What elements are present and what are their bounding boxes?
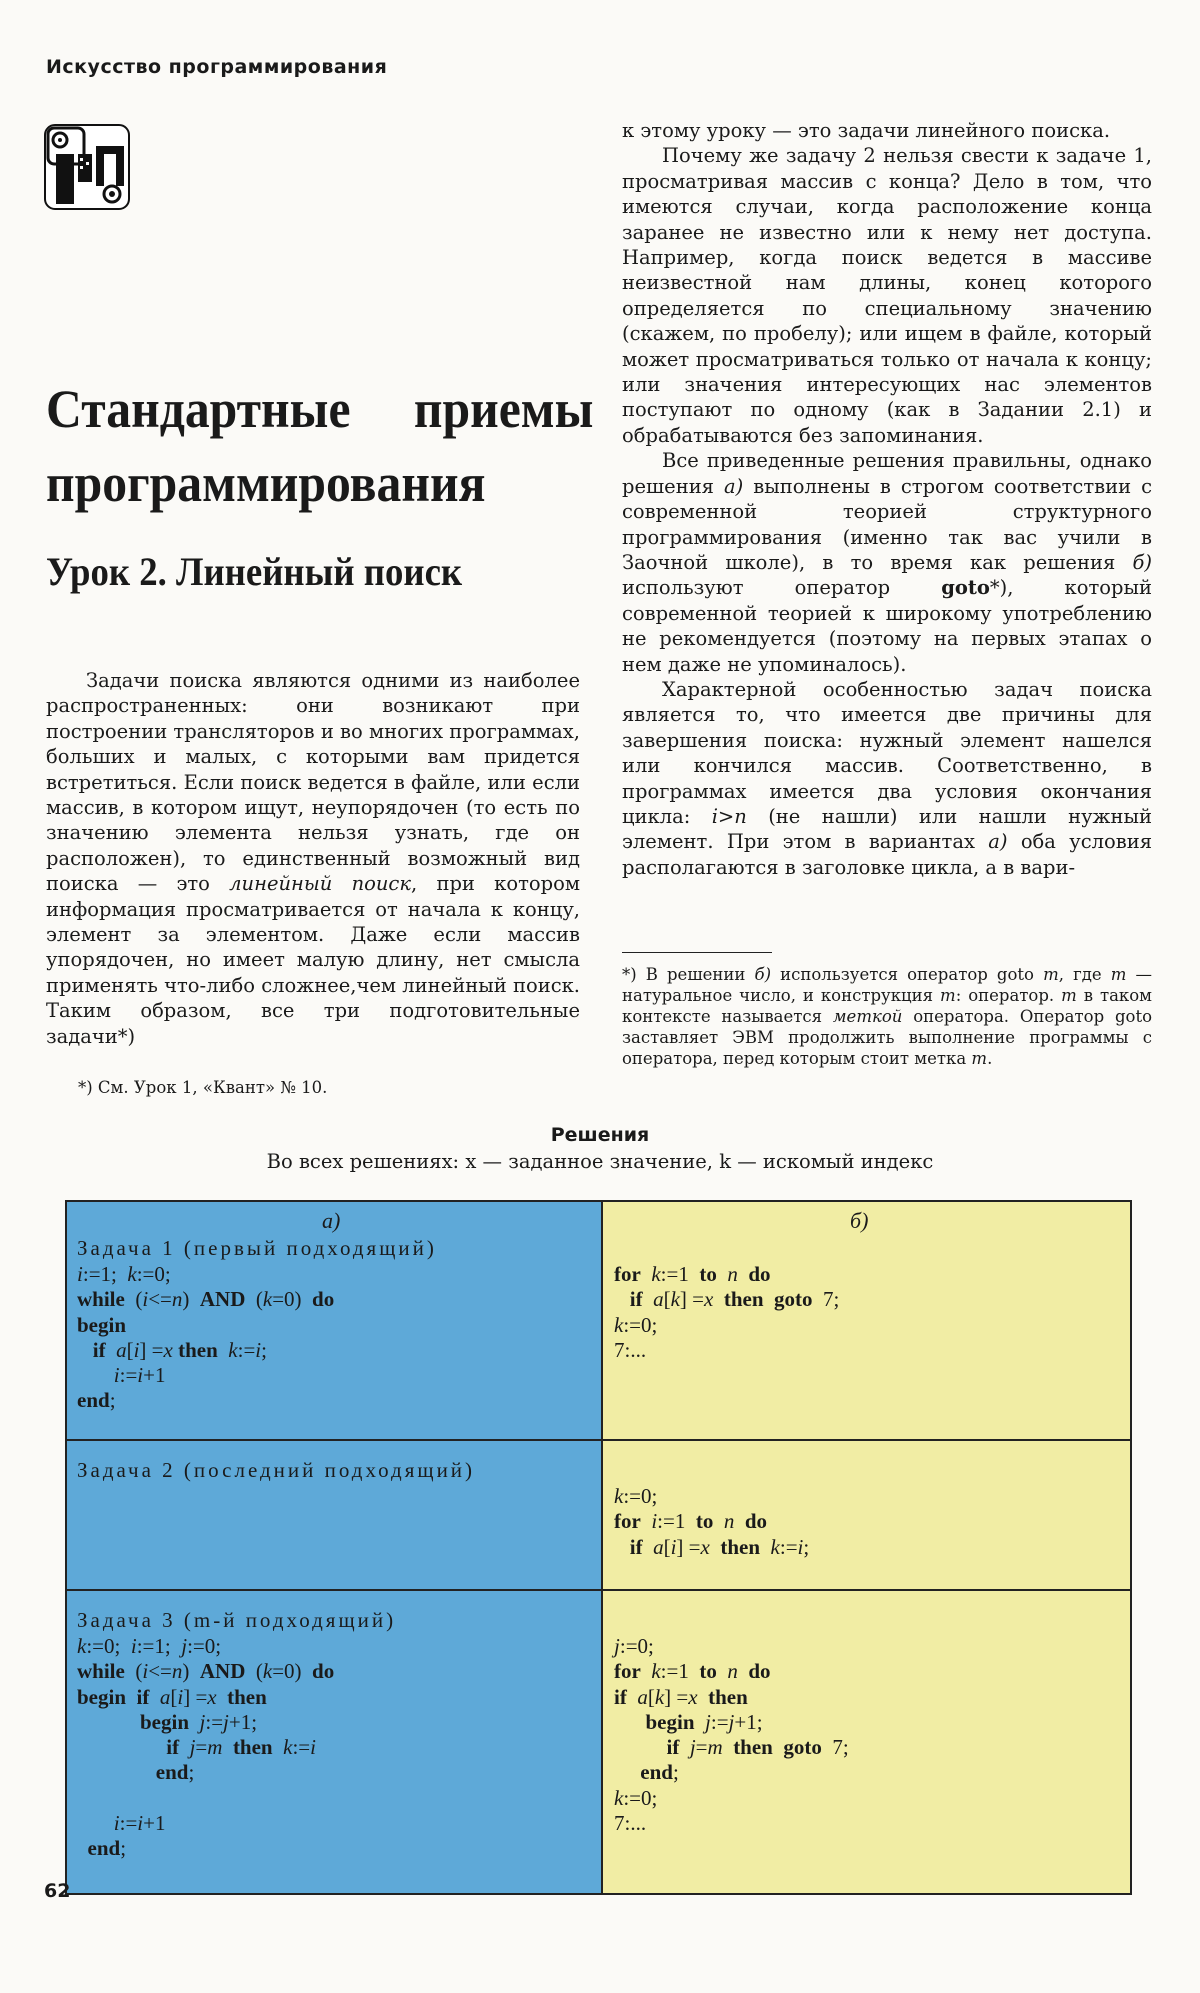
task2-title: Задача 2 (последний подходящий) bbox=[77, 1458, 476, 1482]
text: используется оператор goto bbox=[780, 965, 1034, 984]
text: используют оператор bbox=[622, 576, 891, 600]
solutions-subtitle: Во всех решениях: x — заданное значение, k — искомый индекс bbox=[266, 1150, 934, 1173]
column-a-header: а) bbox=[322, 1208, 341, 1233]
code-line: end; bbox=[87, 1836, 127, 1861]
code-line: k:=0; bbox=[614, 1312, 658, 1337]
section-header: Искусство программирования bbox=[46, 56, 388, 78]
code-b1 bbox=[614, 1262, 839, 1363]
right-paragraph-1: Почему же задачу 2 нельзя свести к задаче 1, просматривая массив с конца? Дело в том, что имеются случаи, когда расположение конца заранее не известно или к нему нет доступа. Например, когда поиск ведется в массиве неизвестной нам длины, конец которого определяется по специальному значению (скажем, по пробелу); или ищем в файле, который может просматриваться только от начала к концу; или значения интересующих нас элементов поступают по одному (как в Задании 2.1) и обрабатываются без запоминания. bbox=[622, 144, 1152, 447]
right-paragraph-2 bbox=[622, 448, 1152, 677]
code-line: i:=i+1 bbox=[113, 1363, 166, 1388]
text: Характерной особенностью задач поиска является то, что имеется две причины для завершения поиска: нужный элемент нашелся или кончился массив. Соответственно, в программах имеется два условия окончания цикла: bbox=[622, 677, 1152, 828]
code-line: i:=i+1 bbox=[113, 1810, 166, 1835]
cell-task3-b bbox=[602, 1590, 1130, 1893]
code-line: k:=0; bbox=[614, 1785, 658, 1810]
cell-task1-a bbox=[67, 1202, 602, 1440]
text: , где bbox=[1058, 965, 1102, 984]
variant-b: б) bbox=[754, 965, 772, 984]
footnote-rule bbox=[622, 952, 772, 953]
column-b-header: б) bbox=[850, 1208, 869, 1233]
table-divider-horizontal bbox=[67, 1589, 1130, 1591]
variant-a: а) bbox=[724, 474, 744, 498]
page-number: 62 bbox=[44, 1880, 71, 1902]
code-line: while (i<=n) AND (k=0) do bbox=[77, 1287, 335, 1312]
code-b2 bbox=[614, 1484, 809, 1560]
lesson-heading: Урок 2. Линейный поиск bbox=[46, 549, 463, 594]
cell-task1-b bbox=[602, 1202, 1130, 1440]
text: в таком контексте называется bbox=[622, 986, 1152, 1026]
code-line: for i:=1 to n do bbox=[614, 1509, 768, 1534]
text: Все приведенные решения правильны, однако решения bbox=[622, 449, 1152, 498]
text: . bbox=[987, 1049, 993, 1068]
left-column bbox=[46, 668, 580, 1049]
cell-task2-b bbox=[602, 1440, 1130, 1590]
condition: i>n bbox=[711, 804, 747, 828]
var-m: m bbox=[1043, 965, 1059, 984]
text: , при котором информация просматривается от начала к концу, элемент за элементом. Даже если массив упорядочен, но имеет малую длину, нет смысла применять что-либо сложнее,чем линейный поиск. Таким образом, все три подготовительные задачи*) bbox=[46, 872, 581, 1048]
var-m: m bbox=[1110, 965, 1127, 984]
code-line: for k:=1 to n do bbox=[614, 1262, 771, 1286]
code-line: k:=0; bbox=[614, 1484, 658, 1508]
var-m: m bbox=[971, 1049, 988, 1068]
emphasis: линейный поиск bbox=[229, 872, 412, 896]
code-line: if j=m then k:=i bbox=[166, 1735, 316, 1760]
text: — натуральное число, и конструкция bbox=[622, 965, 1152, 1005]
code-line: while (i<=n) AND (k=0) do bbox=[77, 1659, 335, 1684]
table-divider-horizontal bbox=[67, 1439, 1130, 1441]
emphasis: меткой bbox=[832, 1007, 903, 1026]
cell-task3-a bbox=[67, 1590, 602, 1893]
cell-task2-a bbox=[67, 1440, 602, 1590]
title-line-2: программирования bbox=[46, 453, 486, 513]
text: *) В решении bbox=[622, 965, 746, 984]
ip-logo-icon bbox=[44, 124, 130, 210]
goto-keyword: goto bbox=[941, 576, 990, 600]
right-paragraph-3 bbox=[622, 677, 1152, 880]
right-column bbox=[622, 118, 1152, 880]
task3-title: Задача 3 (m-й подходящий) bbox=[77, 1608, 397, 1632]
variant-b: б) bbox=[1132, 550, 1152, 574]
code-line: end; bbox=[640, 1760, 679, 1785]
code-line: begin j:=j+1; bbox=[140, 1709, 258, 1734]
code-line: if a[i] =x then k:=i; bbox=[629, 1534, 810, 1559]
text: (не нашли) или нашли нужный элемент. При этом в вариантах bbox=[622, 804, 1153, 854]
footnote-right bbox=[622, 964, 1152, 1069]
code-line: if a[k] =x then goto 7; bbox=[629, 1287, 840, 1312]
code-a3 bbox=[77, 1634, 334, 1861]
code-line: begin j:=j+1; bbox=[645, 1709, 763, 1734]
code-line: end; bbox=[155, 1760, 195, 1785]
text: выполнены в строгом соответствии с современной теорией структурного программирования (именно так вас учили в Заочной школе), в то время как решения bbox=[622, 474, 1153, 574]
text: оператора. Оператор goto заставляет ЭВМ продолжить выполнение программы с оператора, перед которым стоит метка bbox=[622, 1007, 1153, 1068]
code-line bbox=[77, 1786, 334, 1811]
table-divider-vertical bbox=[601, 1202, 603, 1893]
var-m: m bbox=[940, 986, 956, 1005]
code-line: if a[i] =x then k:=i; bbox=[92, 1337, 267, 1362]
text: *), который современной теорией к широкому употреблению не рекомендуется (поэтому на первых этапах о нем даже не упоминалось). bbox=[622, 576, 1152, 676]
text: : оператор. bbox=[955, 986, 1055, 1005]
article-title bbox=[46, 372, 594, 520]
left-paragraph bbox=[46, 668, 580, 1049]
code-line: for k:=1 to n do bbox=[614, 1659, 771, 1684]
title-line-1: Стандартные приемы bbox=[46, 379, 594, 439]
solutions-table bbox=[65, 1200, 1132, 1895]
code-line: end; bbox=[77, 1388, 116, 1413]
text: оба условия располагаются в заголовке цикла, а в вари- bbox=[622, 830, 1153, 879]
right-paragraph-0: к этому уроку — это задачи линейного поиска. bbox=[622, 119, 1111, 142]
code-b3 bbox=[614, 1634, 849, 1836]
code-line: i:=1; k:=0; bbox=[77, 1262, 171, 1286]
code-line: 7:... bbox=[614, 1811, 647, 1836]
code-a1 bbox=[77, 1262, 334, 1414]
text: Задачи поиска являются одними из наиболее распространенных: они возникают при построении трансляторов и во многих программах, больших и малых, с которыми вам придется встретиться. Если поиск ведется в файле, или если массив, в котором ищут, неупорядочен (то есть по значению элемента нельзя узнать, где он расположен), то единственный возможный вид поиска — это bbox=[46, 669, 580, 896]
var-m: m bbox=[1061, 986, 1077, 1005]
solutions-title: Решения bbox=[550, 1124, 650, 1146]
code-line: begin if a[i] =x then bbox=[77, 1684, 267, 1709]
code-line: j:=0; bbox=[614, 1634, 654, 1658]
code-line: if j=m then goto 7; bbox=[666, 1735, 849, 1760]
variant-a: а) bbox=[988, 830, 1008, 854]
task1-title: Задача 1 (первый подходящий) bbox=[77, 1236, 437, 1260]
code-line: 7:... bbox=[614, 1337, 647, 1362]
code-line: k:=0; i:=1; j:=0; bbox=[77, 1634, 222, 1658]
code-line: if a[k] =x then bbox=[614, 1684, 748, 1709]
code-line: begin bbox=[77, 1312, 127, 1337]
footnote-left: *) См. Урок 1, «Квант» № 10. bbox=[78, 1078, 328, 1097]
